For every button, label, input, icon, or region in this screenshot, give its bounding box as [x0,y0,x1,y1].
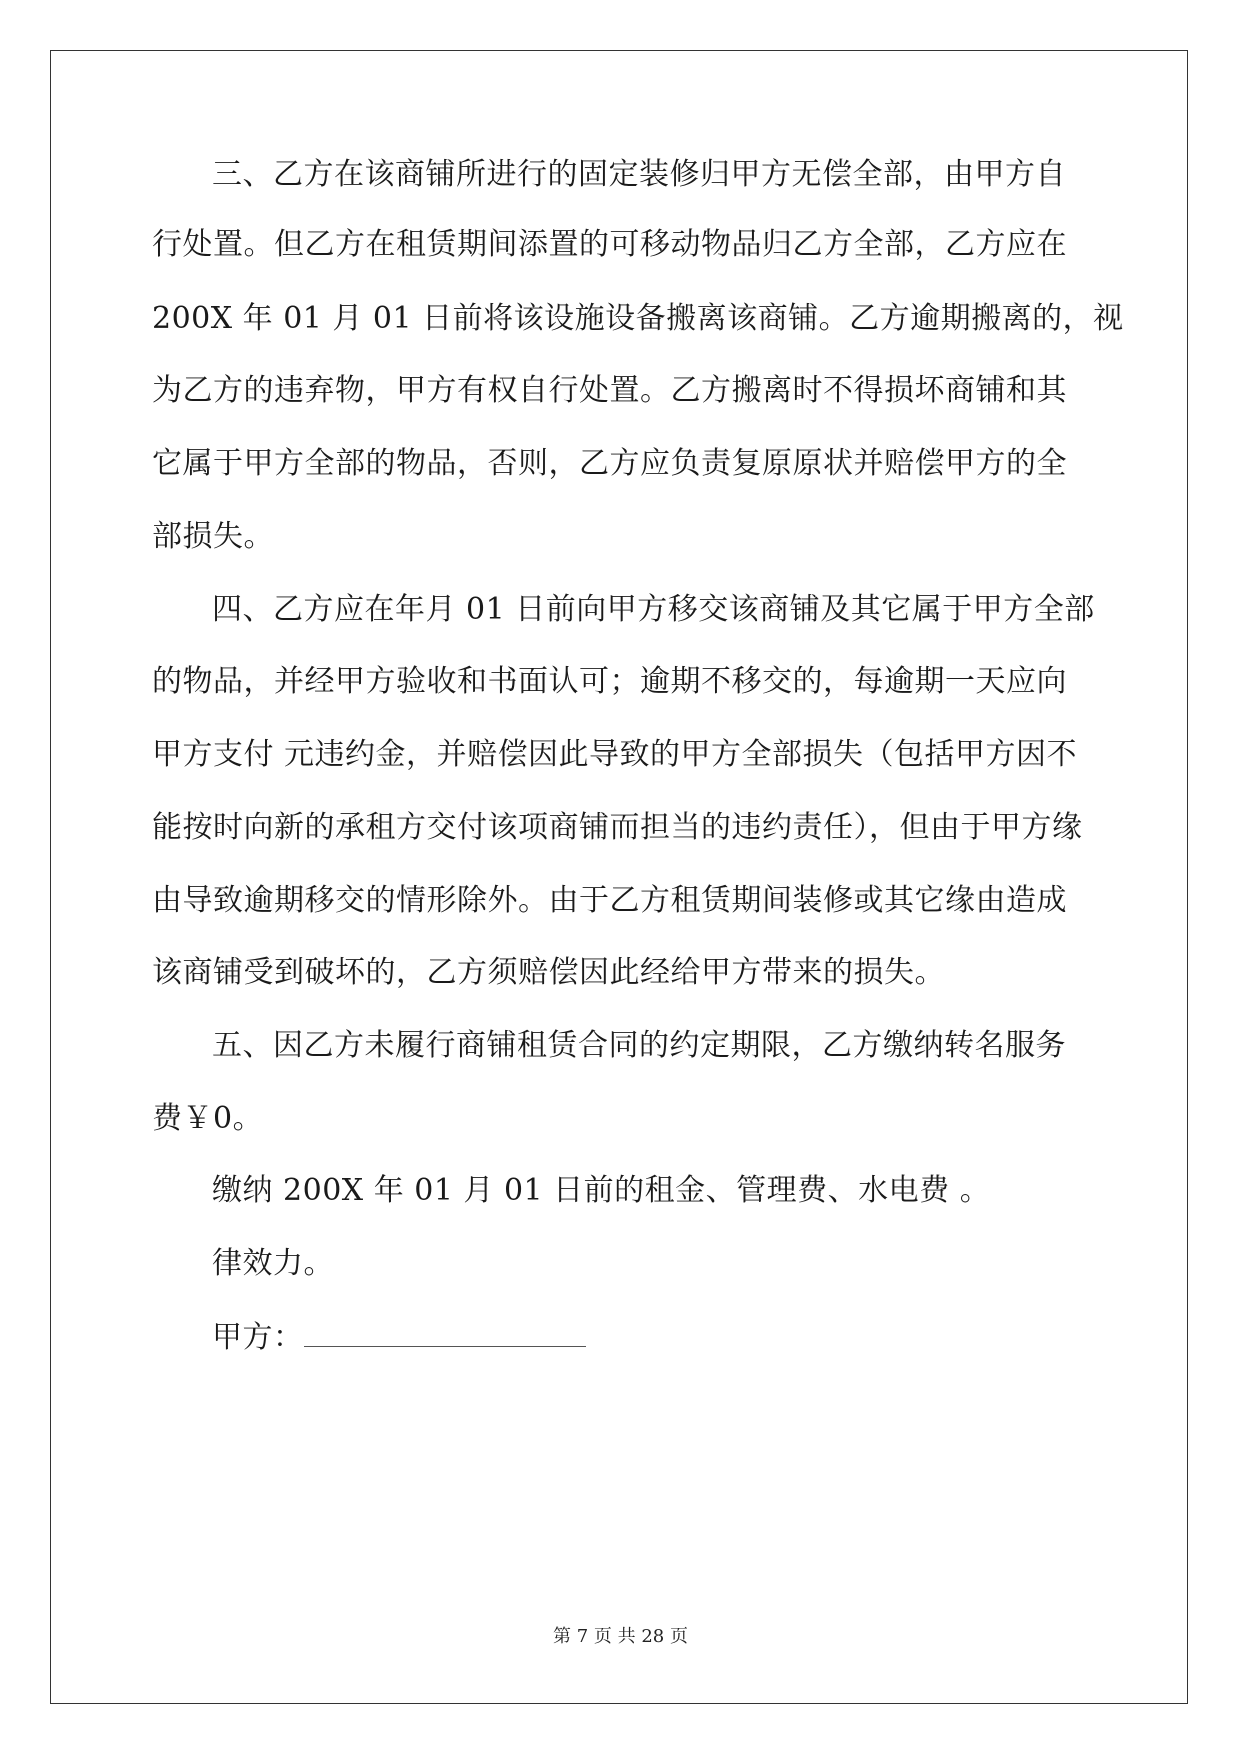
clause-5-line-2: 费￥0。 [152,1101,264,1136]
page-frame [50,50,1188,1704]
signature-label: 甲方： [212,1320,304,1355]
payment-line: 缴纳 200X 年 01 月 01 日前的租金、管理费、水电费 。 [212,1173,991,1208]
clause-4-line-1: 四、乙方应在年月 01 日前向甲方移交该商铺及其它属于甲方全部 [212,592,1095,627]
clause-3-line-1: 三、乙方在该商铺所进行的固定装修归甲方无偿全部，由甲方自 [212,157,1066,192]
clause-3-line-6: 部损失。 [152,519,274,554]
signature-party-a [212,1322,586,1353]
clause-3-line-2: 行处置。但乙方在租赁期间添置的可移动物品归乙方全部，乙方应在 [152,227,1067,262]
signature-blank [304,1322,586,1347]
clause-4-line-5: 由导致逾期移交的情形除外。由于乙方租赁期间装修或其它缘由造成 [152,883,1067,918]
clause-4-line-2: 的物品，并经甲方验收和书面认可；逾期不移交的，每逾期一天应向 [152,664,1067,699]
clause-4-line-6: 该商铺受到破坏的，乙方须赔偿因此经给甲方带来的损失。 [152,955,945,990]
clause-3-line-4: 为乙方的违弃物，甲方有权自行处置。乙方搬离时不得损坏商铺和其 [152,373,1067,408]
clause-4-line-3: 甲方支付 元违约金，并赔偿因此导致的甲方全部损失（包括甲方因不 [152,737,1078,772]
page-number: 第 7 页 共 28 页 [553,1626,688,1647]
effect-line: 律效力。 [212,1246,334,1281]
clause-3-line-5: 它属于甲方全部的物品，否则，乙方应负责复原原状并赔偿甲方的全 [152,446,1067,481]
clause-5-line-1: 五、因乙方未履行商铺租赁合同的约定期限，乙方缴纳转名服务 [212,1028,1066,1063]
clause-4-line-4: 能按时向新的承租方交付该项商铺而担当的违约责任），但由于甲方缘 [152,810,1083,845]
clause-3-line-3: 200X 年 01 月 01 日前将该设施设备搬离该商铺。乙方逾期搬离的，视 [152,301,1124,336]
